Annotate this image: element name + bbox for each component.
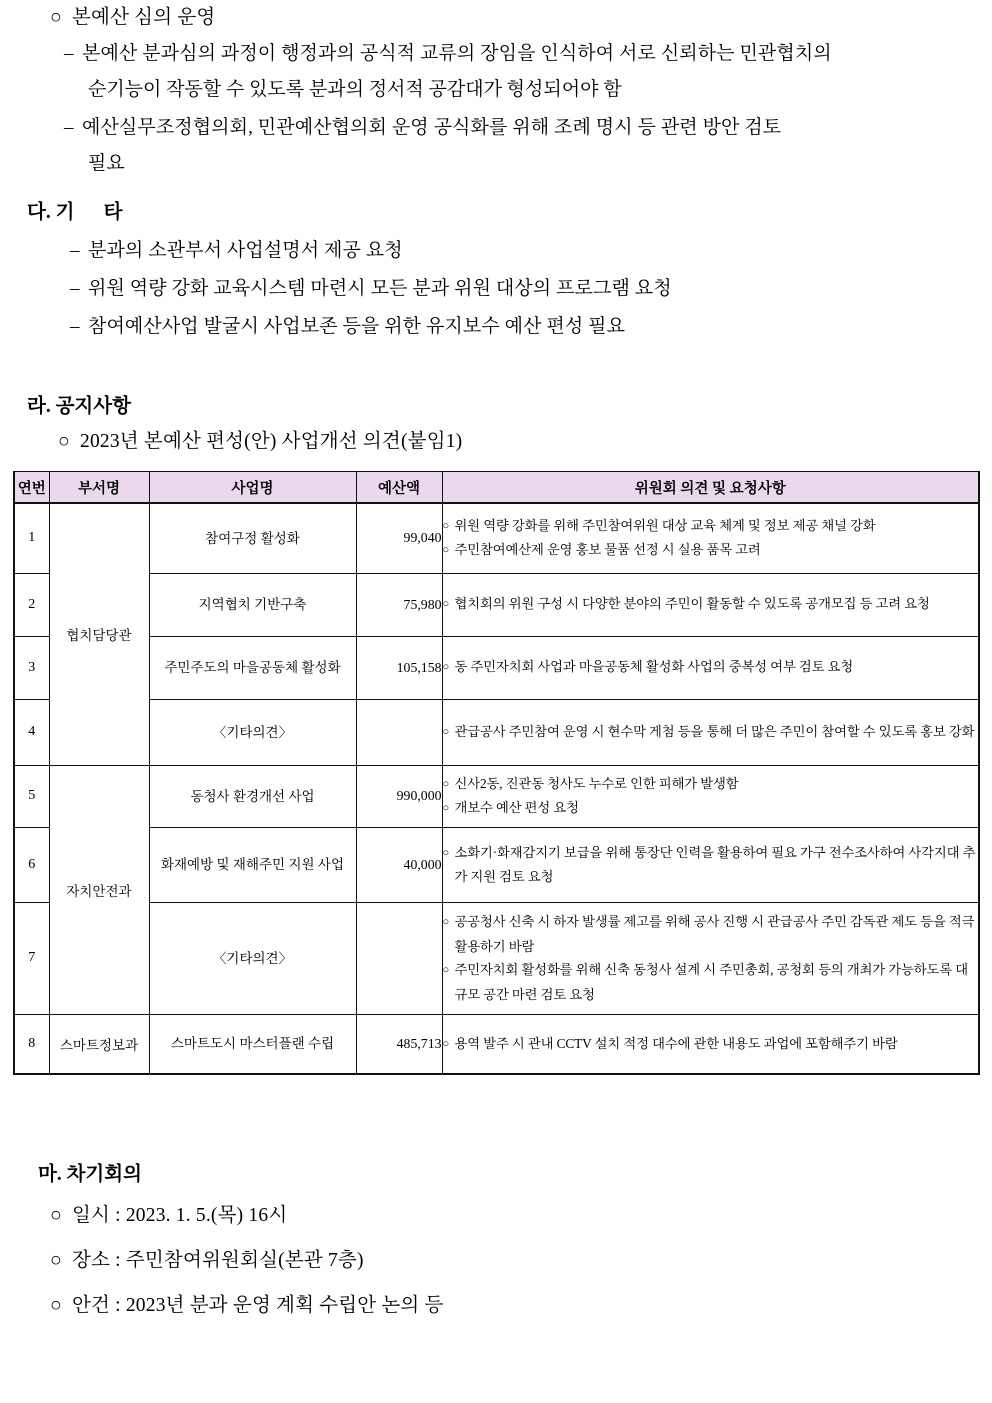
opinion-list [443, 514, 979, 563]
cell-amount: 105,158 [356, 636, 442, 699]
hollow-circle-bullet-icon: ○ [442, 598, 450, 611]
hollow-circle-bullet-icon: ○ [442, 661, 450, 674]
next-meeting-heading: 마. 차기회의 [38, 1164, 142, 1185]
dash-marker: – [70, 316, 80, 337]
cell-amount: 75,980 [356, 573, 442, 636]
cell-project: 〈기타의견〉 [149, 699, 356, 765]
opinion-table [13, 471, 980, 1075]
budget-review-item-1-line-2: 순기능이 작동할 수 있도록 분과의 정서적 공감대가 형성되어야 함 [88, 79, 622, 100]
opinion-list-item: ○ 관급공사 주민참여 운영 시 현수막 게첨 등을 통해 더 많은 주민이 참여할 수 있도록 홍보 강화 [443, 720, 979, 745]
budget-review-item-1-line-1: 본예산 분과심의 과정이 행정과의 공식적 교류의 장임을 인식하여 서로 신뢰하는 민관협치의 [82, 43, 832, 64]
opinion-table-wrapper [13, 471, 980, 1075]
cell-amount: 99,040 [356, 503, 442, 573]
opinion-list [443, 1032, 979, 1057]
budget-review-item-1 [64, 36, 984, 72]
cell-project: 스마트도시 마스터플랜 수립 [149, 1014, 356, 1074]
cell-no: 4 [14, 699, 49, 765]
cell-amount: 485,713 [356, 1014, 442, 1074]
cell-no: 5 [14, 765, 49, 827]
cell-opinion [442, 765, 979, 827]
hollow-circle-bullet-icon: ○ [442, 544, 450, 557]
budget-review-item-2-line-2: 필요 [88, 153, 125, 174]
table-row [14, 503, 979, 573]
next-meeting-item-1 [50, 1198, 287, 1234]
circle-marker: ○ [50, 1295, 62, 1316]
opinion-list-item: ○ 공공청사 신축 시 하자 발생률 제고를 위해 공사 진행 시 관급공사 주민 감독관 제도 등을 적극 활용하기 바람 [443, 910, 979, 958]
opinion-list-item: ○ 동 주민자치회 사업과 마을공동체 활성화 사업의 중복성 여부 검토 요청 [443, 655, 979, 680]
cell-project: 화재예방 및 재해주민 지원 사업 [149, 827, 356, 902]
hollow-circle-bullet-icon: ○ [442, 725, 450, 738]
hollow-circle-bullet-icon: ○ [442, 1037, 450, 1050]
budget-review-item-2-line-1: 예산실무조정협의회, 민관예산협의회 운영 공식화를 위해 조례 명시 등 관련 방안 검토 [82, 117, 782, 138]
opinion-list [443, 592, 979, 617]
cell-project: 〈기타의견〉 [149, 902, 356, 1014]
hollow-circle-bullet-icon: ○ [442, 519, 450, 532]
notice-item [58, 424, 462, 460]
opinion-list-item: ○ 협치회의 위원 구성 시 다양한 분야의 주민이 활동할 수 있도록 공개모집 등 고려 요청 [443, 592, 979, 617]
table-row [14, 699, 979, 765]
circle-marker: ○ [50, 7, 62, 28]
cell-dept: 협치담당관 [49, 503, 149, 765]
column-header-dept: 부서명 [49, 472, 149, 504]
etc-item-3-text: 참여예산사업 발굴시 사업보존 등을 위한 유지보수 예산 편성 필요 [88, 316, 626, 337]
table-body [14, 503, 979, 1074]
opinion-list [443, 910, 979, 1006]
opinion-list-item: ○ 주민자치회 활성화를 위해 신축 동청사 설계 시 주민총회, 공청회 등의 개최가 가능하도록 대규모 공간 마련 검토 요청 [443, 958, 979, 1006]
cell-opinion [442, 573, 979, 636]
etc-section-heading: 다. 기 타 [27, 202, 123, 223]
dash-marker: – [64, 117, 74, 138]
hollow-circle-bullet-icon: ○ [442, 916, 450, 928]
column-header-proj: 사업명 [149, 472, 356, 504]
circle-marker: ○ [50, 1250, 62, 1271]
cell-opinion [442, 699, 979, 765]
next-meeting-item-2-text: 장소 : 주민참여위원회실(본관 7층) [72, 1250, 364, 1271]
hollow-circle-bullet-icon: ○ [442, 802, 450, 814]
opinion-list-item: ○ 위원 역량 강화를 위해 주민참여위원 대상 교육 체계 및 정보 제공 채널 강화 [443, 514, 979, 539]
cell-opinion [442, 503, 979, 573]
cell-opinion [442, 1014, 979, 1074]
cell-project: 주민주도의 마을공동체 활성화 [149, 636, 356, 699]
opinion-list [443, 655, 979, 680]
cell-opinion [442, 902, 979, 1014]
table-header [14, 472, 979, 504]
cell-opinion [442, 636, 979, 699]
etc-item-3 [70, 309, 625, 345]
opinion-list [443, 720, 979, 745]
cell-project: 지역협치 기반구축 [149, 573, 356, 636]
next-meeting-item-2 [50, 1243, 364, 1279]
cell-amount [356, 902, 442, 1014]
next-meeting-item-1-text: 일시 : 2023. 1. 5.(목) 16시 [72, 1205, 288, 1226]
column-header-opinion: 위원회 의견 및 요청사항 [442, 472, 979, 504]
table-row [14, 902, 979, 1014]
etc-item-1-text: 분과의 소관부서 사업설명서 제공 요청 [88, 240, 403, 261]
opinion-list-item: ○ 소화기·화재감지기 보급을 위해 통장단 인력을 활용하여 필요 가구 전수조사하여 사각지대 추가 지원 검토 요청 [443, 841, 979, 889]
opinion-list-item: ○ 개보수 예산 편성 요청 [443, 796, 979, 821]
circle-marker: ○ [50, 1205, 62, 1226]
next-meeting-item-3 [50, 1288, 444, 1324]
budget-review-item-2 [64, 110, 984, 146]
notice-item-text: 2023년 본예산 편성(안) 사업개선 의견(붙임1) [80, 431, 463, 452]
column-header-no: 연번 [14, 472, 49, 504]
budget-review-heading [50, 0, 215, 36]
cell-amount: 990,000 [356, 765, 442, 827]
cell-opinion [442, 827, 979, 902]
etc-item-2 [70, 271, 672, 307]
table-header-row [14, 472, 979, 504]
cell-dept: 자치안전과 [49, 765, 149, 1014]
notice-section-heading: 라. 공지사항 [27, 396, 131, 417]
etc-item-2-text: 위원 역량 강화 교육시스템 마련시 모든 분과 위원 대상의 프로그램 요청 [88, 278, 672, 299]
cell-amount [356, 699, 442, 765]
table-row [14, 827, 979, 902]
cell-no: 1 [14, 503, 49, 573]
dash-marker: – [70, 240, 80, 261]
budget-review-heading-text: 본예산 심의 운영 [72, 7, 216, 28]
hollow-circle-bullet-icon: ○ [442, 777, 450, 790]
opinion-list [443, 841, 979, 889]
table-row [14, 636, 979, 699]
opinion-list [443, 772, 979, 821]
cell-no: 3 [14, 636, 49, 699]
next-meeting-item-3-text: 안건 : 2023년 분과 운영 계획 수립안 논의 등 [72, 1295, 444, 1316]
cell-no: 2 [14, 573, 49, 636]
cell-no: 6 [14, 827, 49, 902]
cell-no: 8 [14, 1014, 49, 1074]
circle-marker: ○ [58, 431, 70, 452]
column-header-amount: 예산액 [356, 472, 442, 504]
dash-marker: – [70, 278, 80, 299]
table-row [14, 1014, 979, 1074]
cell-no: 7 [14, 902, 49, 1014]
cell-amount: 40,000 [356, 827, 442, 902]
etc-item-1 [70, 233, 403, 269]
table-row [14, 765, 979, 827]
cell-dept: 스마트정보과 [49, 1014, 149, 1074]
dash-marker: – [64, 43, 74, 64]
cell-project: 동청사 환경개선 사업 [149, 765, 356, 827]
opinion-list-item: ○ 신사2동, 진관동 청사도 누수로 인한 피해가 발생함 [443, 772, 979, 797]
opinion-list-item: ○ 주민참여예산제 운영 홍보 물품 선정 시 실용 품목 고려 [443, 538, 979, 563]
opinion-list-item: ○ 용역 발주 시 관내 CCTV 설치 적정 대수에 관한 내용도 과업에 포함해주기 바람 [443, 1032, 979, 1057]
table-row [14, 573, 979, 636]
hollow-circle-bullet-icon: ○ [442, 846, 450, 859]
hollow-circle-bullet-icon: ○ [442, 964, 450, 976]
cell-project: 참여구정 활성화 [149, 503, 356, 573]
